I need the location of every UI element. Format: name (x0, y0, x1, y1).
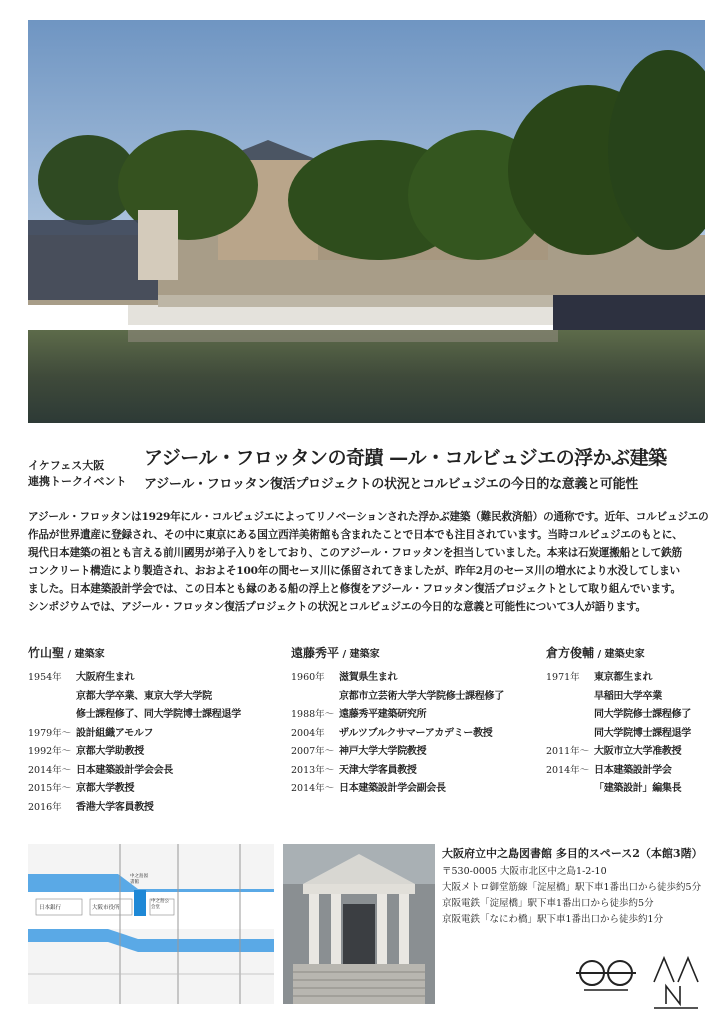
career-row (546, 762, 691, 781)
career-year (28, 688, 76, 707)
career-year: 2015年〜 (28, 783, 72, 794)
speaker-role: 建築史家 (604, 649, 645, 660)
event-label-line1: イケフェス大阪 (28, 459, 105, 472)
speaker-role: 建築家 (349, 649, 380, 660)
asile-flottant-logo (572, 955, 642, 999)
career-row (28, 688, 241, 707)
map-label: 中之島図書館 (130, 874, 148, 885)
career-year: 1988年〜 (291, 709, 335, 720)
career-year: 2013年〜 (291, 764, 335, 776)
event-title: アジール・フロッタンの奇蹟 —ル・コルビュジエの浮かぶ建築 (144, 447, 667, 469)
speaker-name: 倉方俊輔 (546, 646, 595, 660)
career-year: 1971年 (546, 672, 580, 683)
career-text: 設計組織アモルフ (76, 727, 154, 739)
career-text: 天津大学客員教授 (339, 764, 417, 776)
career-text: 日本建築設計学会 (594, 764, 672, 776)
career-row (291, 688, 504, 707)
event-subtitle: アジール・フロッタン復活プロジェクトの状況とコルビュジエの今日的な意義と可能性 (144, 477, 639, 492)
event-label (28, 458, 126, 490)
intro-line: コンクリート構造により製造され、おおよそ100年の間セーヌ川に係留されてきましたが、昨年2月のセーヌ川の増水により水没してしまい (28, 565, 680, 577)
career-year: 2004年 (291, 727, 325, 739)
career-year: 1992年〜 (28, 746, 72, 757)
career-year (546, 688, 594, 707)
career-row (291, 762, 504, 781)
career-text: 修士課程修了、同大学院博士課程退学 (76, 709, 241, 720)
career-year (28, 706, 76, 725)
career-text: 京都大学助教授 (76, 746, 144, 757)
career-text: 日本建築設計学会会長 (76, 764, 173, 776)
career-row (28, 780, 241, 799)
career-text: 「建築設計」編集長 (594, 783, 682, 794)
career-text: 東京都生まれ (594, 672, 653, 683)
career-text: 大阪市立大学准教授 (594, 746, 682, 757)
career-year: 2014年〜 (291, 783, 335, 794)
career-text: 京都市立芸術大学大学院修士課程修了 (339, 690, 504, 702)
career-year: 2016年 (28, 801, 62, 813)
career-row (291, 743, 504, 762)
career-year (546, 725, 594, 744)
career-year: 2014年〜 (546, 764, 590, 776)
career-row (28, 799, 241, 818)
career-row (28, 762, 241, 781)
intro-text (28, 508, 708, 616)
society-logo (650, 952, 706, 1016)
venue-line: 京阪電鉄「なにわ橋」駅下車1番出口から徒歩約1分 (442, 914, 664, 925)
career-text: ザルツブルクサマーアカデミー教授 (339, 727, 493, 739)
intro-line: シンポジウムでは、アジール・フロッタン復活プロジェクトの状況とコルビュジエの今日的な意義と可能性について3人が語ります。 (28, 601, 646, 613)
career-row (291, 706, 504, 725)
career-year: 1960年 (291, 672, 325, 683)
career-year: 1979年〜 (28, 727, 72, 739)
career-year: 2011年〜 (546, 746, 590, 757)
career-text: 滋賀県生まれ (339, 672, 398, 683)
intro-line: アジール・フロッタンは1929年にル・コルビュジエによってリノベーションされた浮かぶ建築（難民救済船）の通称です。近年、コルビュジエの (28, 511, 709, 523)
career-text: 神戸大学大学院教授 (339, 746, 427, 757)
career-year: 2014年〜 (28, 764, 72, 776)
career-text: 日本建築設計学会副会長 (339, 783, 446, 794)
speaker-role: 建築家 (74, 649, 105, 660)
intro-line: 作品が世界遺産に登録され、その中に東京にある国立西洋美術館も含まれたことで日本でも注目されています。当時コルビュジエのもとに、 (28, 529, 683, 541)
intro-line: 現代日本建築の祖とも言える前川國男が弟子入りをしており、このアジール・フロッタンを担当していました。本来は石炭運搬船として鉄筋 (28, 547, 682, 559)
venue-info (442, 846, 703, 928)
career-year (546, 780, 594, 799)
career-row (291, 725, 504, 744)
career-row (546, 725, 691, 744)
career-text: 京都大学卒業、東京大学大学院 (76, 690, 212, 702)
career-text: 遠藤秀平建築研究所 (339, 709, 427, 720)
career-row (291, 669, 504, 688)
career-year: 2007年〜 (291, 746, 335, 757)
venue-line: 〒530-0005 大阪市北区中之島1-2-10 (442, 866, 607, 877)
career-row (546, 669, 691, 688)
career-text: 香港大学客員教授 (76, 801, 154, 813)
event-label-line2: 連携トークイベント (28, 475, 127, 488)
career-year (546, 706, 594, 725)
map-label: 中之島公会堂 (151, 899, 169, 910)
career-row (291, 780, 504, 799)
venue-line: 大阪メトロ御堂筋線「淀屋橋」駅下車1番出口から徒歩約5分 (442, 882, 702, 893)
career-row (546, 780, 691, 799)
speaker-name: 竹山聖 (28, 646, 65, 660)
venue-line: 京阪電鉄「淀屋橋」駅下車1番出口から徒歩約5分 (442, 898, 654, 909)
speaker-heading: 倉方俊輔 / 建築史家 (546, 646, 645, 660)
career-year (291, 688, 339, 707)
hero-photo (28, 20, 705, 423)
career-row (546, 688, 691, 707)
speaker-heading: 竹山聖 / 建築家 (28, 646, 105, 660)
venue-name: 大阪府立中之島図書館 多目的スペース2（本館3階） (442, 847, 703, 860)
library-photo (283, 844, 435, 1004)
career-text: 大阪府生まれ (76, 672, 135, 683)
career-row (546, 743, 691, 762)
speaker-kurakata (546, 644, 691, 799)
career-row (28, 725, 241, 744)
map-label: 日本銀行 (39, 905, 62, 911)
career-row (28, 706, 241, 725)
career-text: 同大学院博士課程退学 (594, 727, 691, 739)
map-label: 大阪市役所 (92, 905, 120, 911)
career-text: 同大学院修士課程修了 (594, 709, 691, 720)
career-row (28, 669, 241, 688)
career-row (28, 743, 241, 762)
intro-line: ました。日本建築設計学会では、この日本とも縁のある船の浮上と修復をアジール・フロッタン復活プロジェクトとして取り組んでいます。 (28, 583, 681, 595)
speaker-heading: 遠藤秀平 / 建築家 (291, 646, 380, 660)
career-row (546, 706, 691, 725)
speaker-endo (291, 644, 504, 799)
career-text: 京都大学教授 (76, 783, 135, 794)
career-text: 早稲田大学卒業 (594, 690, 662, 702)
venue-map (28, 844, 274, 1004)
speaker-takeyama (28, 644, 241, 817)
career-year: 1954年 (28, 672, 62, 683)
speaker-name: 遠藤秀平 (291, 646, 340, 660)
